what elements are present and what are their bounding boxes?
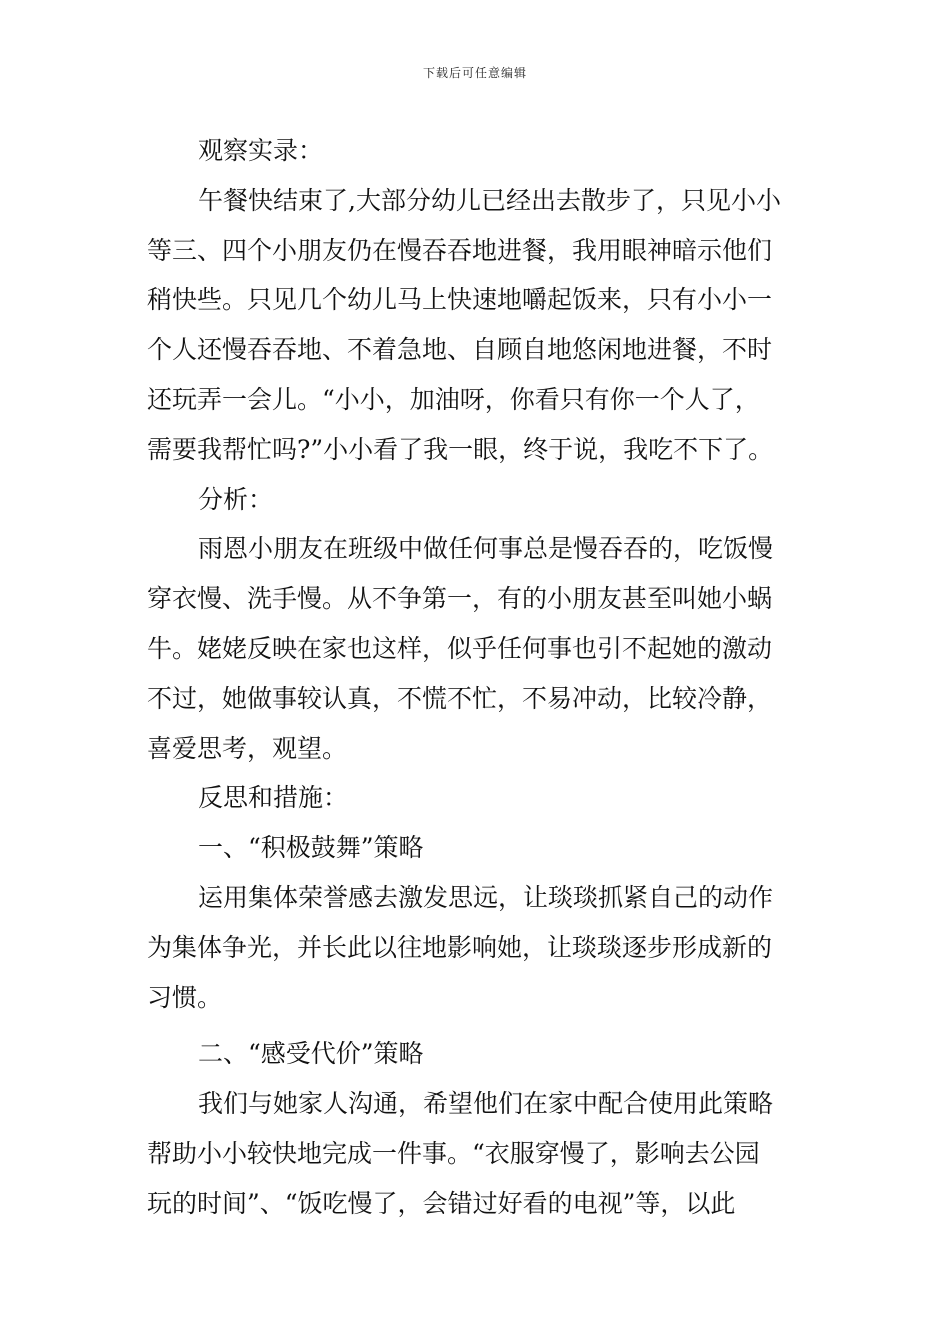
paragraph-line: 为集体争光，并长此以往地影响她，让琰琰逐步形成新的 (147, 932, 773, 962)
paragraph-line: 个人还慢吞吞地、不着急地、自顾自地悠闲地进餐，不时 (147, 335, 773, 365)
paragraph-line: 还玩弄一会儿。“小小，加油呀，你看只有你一个人了， (147, 384, 760, 414)
paragraph-line: 帮助小小较快地完成一件事。“衣服穿慢了，影响去公园 (147, 1138, 760, 1168)
paragraph-line: 我们与她家人沟通，希望他们在家中配合使用此策略 (198, 1089, 774, 1119)
paragraph-line: 需要我帮忙吗?”小小看了我一眼，终于说，我吃不下了。 (147, 434, 774, 464)
paragraph-line: 穿衣慢、洗手慢。从不争第一，有的小朋友甚至叫她小蜗 (147, 584, 773, 614)
paragraph-line: 稍快些。只见几个幼儿马上快速地嚼起饭来，只有小小一 (147, 285, 773, 315)
section-heading-observation: 观察实录： (198, 136, 324, 165)
section-heading-analysis: 分析： (198, 484, 274, 514)
section-heading-reflection: 反思和措施： (198, 783, 349, 813)
paragraph-line: 不过，她做事较认真，不慌不忙，不易冲动，比较冷静， (147, 683, 773, 713)
strategy-heading-2: 二、“感受代价”策略 (198, 1039, 424, 1069)
paragraph-line: 雨恩小朋友在班级中做任何事总是慢吞吞的，吃饭慢 (198, 534, 774, 564)
page-header: 下载后可任意编辑 (422, 66, 527, 80)
paragraph-line: 喜爱思考，观望。 (147, 733, 348, 763)
paragraph-line: 等三、四个小朋友仍在慢吞吞地进餐，我用眼神暗示他们 (147, 235, 773, 265)
paragraph-line: 午餐快结束了,大部分幼儿已经出去散步了，只见小小 (198, 185, 781, 215)
strategy-heading-1: 一、“积极鼓舞”策略 (198, 833, 424, 863)
paragraph-line: 习惯。 (147, 982, 223, 1012)
paragraph-line: 运用集体荣誉感去激发思远，让琰琰抓紧自己的动作 (198, 882, 774, 912)
paragraph-gap (147, 1022, 807, 1029)
paragraph-line: 牛。姥姥反映在家也这样，似乎任何事也引不起她的激动 (147, 633, 773, 663)
paragraph-line: 玩的时间”、“饭吃慢了，会错过好看的电视”等，以此 (147, 1188, 736, 1218)
document-body (147, 126, 807, 1229)
